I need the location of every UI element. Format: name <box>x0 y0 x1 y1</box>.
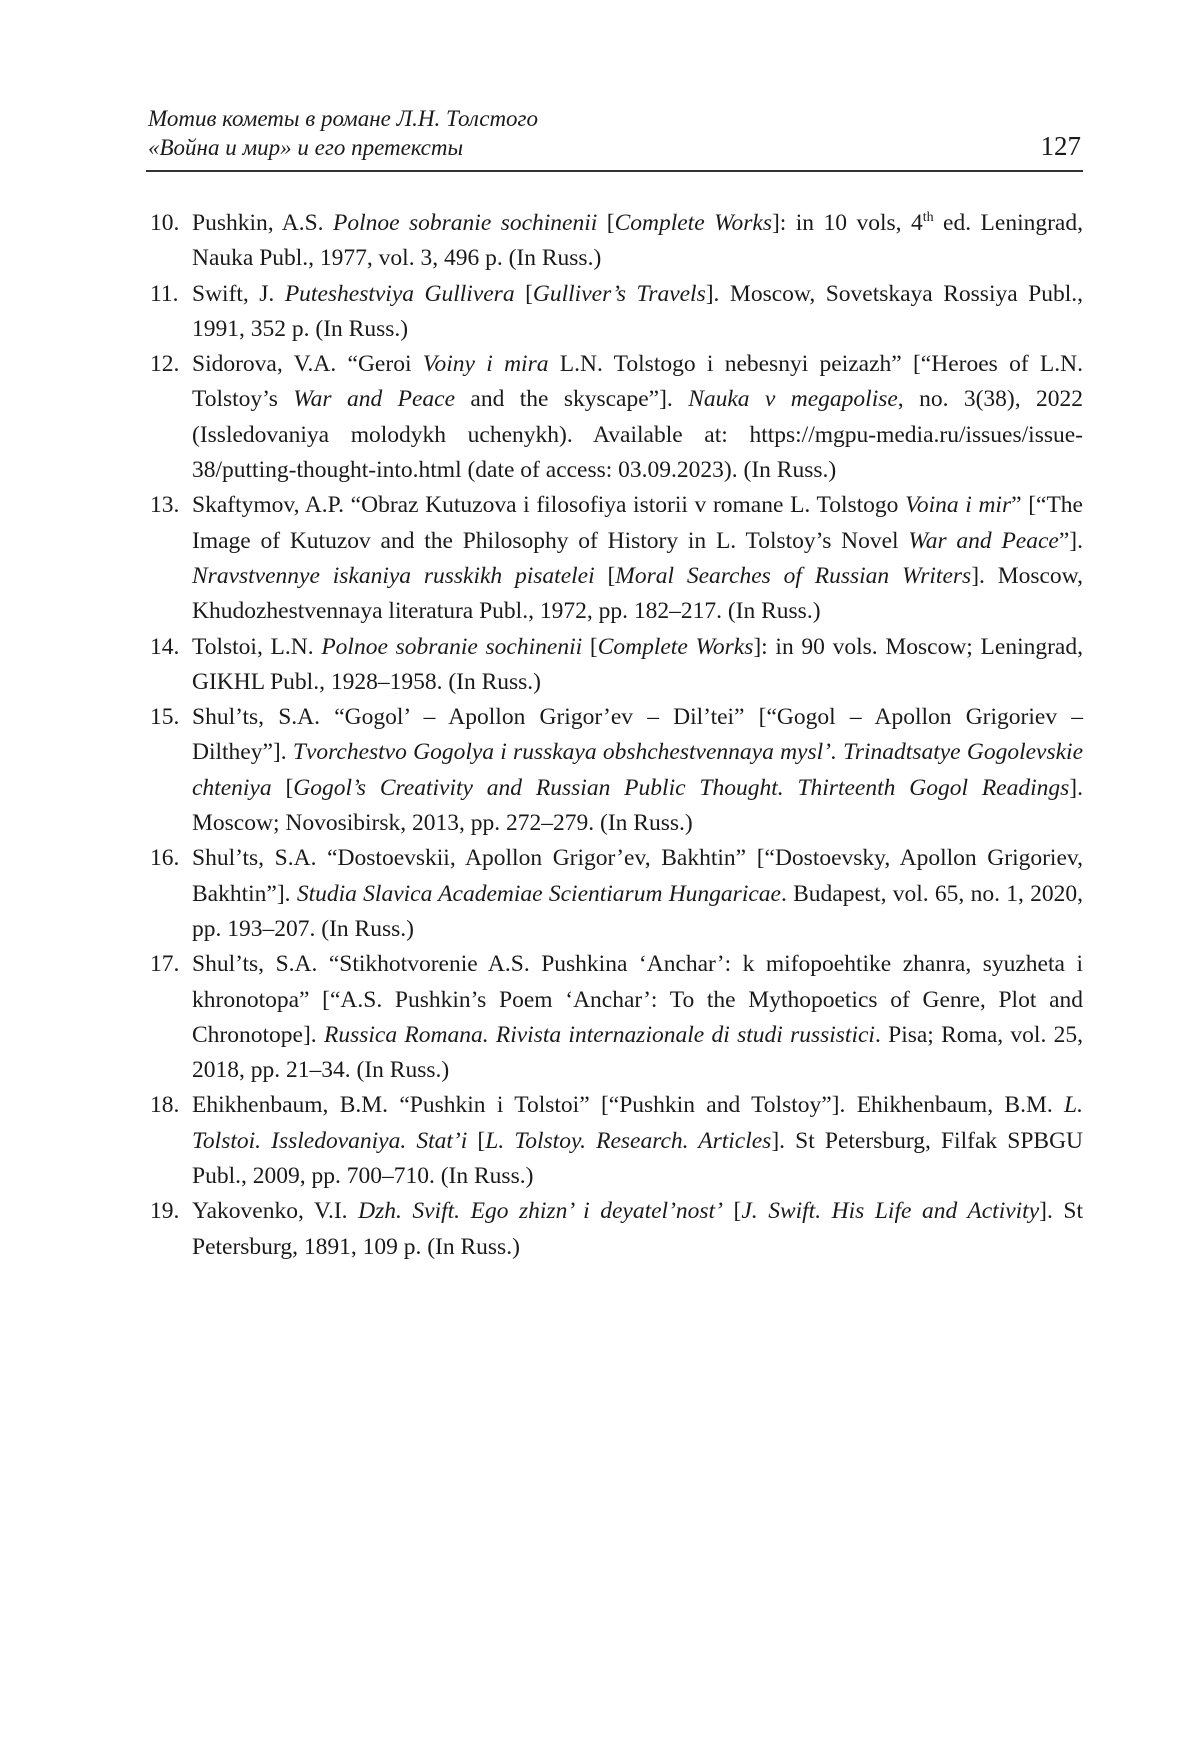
reference-number: 10. <box>150 210 180 236</box>
reference-number: 18. <box>150 1092 180 1119</box>
reference-item <box>146 1088 1083 1194</box>
reference-number: 14. <box>150 633 180 660</box>
reference-item <box>146 700 1083 841</box>
reference-italic-title: Polnoe sobranie sochinenii <box>333 210 598 236</box>
reference-segment: Shul’ts, S.A. “Gogol’ – Apollon Grigor’ev – Dil’tei” [“Gogol – Apollon Grigoriev – Dilthey”]. <box>192 704 1083 766</box>
reference-segment: [ <box>597 210 615 236</box>
reference-item <box>146 947 1083 1088</box>
reference-segment: Swift, J. <box>192 280 285 307</box>
reference-item <box>146 206 1083 277</box>
reference-italic-title: Moral Searches of Russian Writers <box>615 562 972 589</box>
reference-segment: Yakovenko, V.I. <box>192 1198 359 1225</box>
reference-text <box>192 1092 1083 1189</box>
running-title-line-2: «Война и мир» и его претексты <box>148 135 464 160</box>
reference-italic-title: L. Tolstoi. Issledovaniya. Stat’i <box>192 1092 1083 1154</box>
reference-text <box>192 1198 1083 1259</box>
reference-italic-title: Complete Works <box>597 633 754 660</box>
reference-italic-title: Nauka v megapolise <box>688 386 898 413</box>
reference-segment: ]. Moscow; Novosibirsk, 2013, pp. 272–279. (In Russ.) <box>192 774 1083 837</box>
reference-item <box>146 841 1083 947</box>
reference-segment: [ <box>582 633 598 660</box>
reference-text <box>192 704 1083 836</box>
reference-segment: L.N. Tolstogo i nebesnyi peizazh” [“Heroes of L.N. Tolstoy’s <box>192 351 1084 413</box>
reference-segment: . Pisa; Roma, vol. 25, 2018, pp. 21–34. (In Russ.) <box>192 1021 1084 1084</box>
running-header <box>146 104 1083 172</box>
reference-item <box>146 630 1083 701</box>
reference-segment: Pushkin, A.S. <box>192 210 333 236</box>
reference-number: 19. <box>150 1198 180 1225</box>
reference-segment: ” [“The Image of Kutuzov and the Philosophy of History in L. Tolstoy’s Novel <box>192 492 1083 554</box>
reference-italic-title: Complete Works <box>614 210 772 236</box>
reference-segment: Tolstoi, L.N. <box>192 633 322 660</box>
reference-italic-title: Gulliver’s Travels <box>532 280 706 307</box>
reference-segment: . Budapest, vol. 65, no. 1, 2020, pp. 193–207. (In Russ.) <box>192 880 1083 942</box>
reference-italic-title: War and Peace <box>293 386 455 413</box>
reference-segment: [ <box>722 1198 742 1225</box>
reference-text <box>192 351 1083 483</box>
reference-segment: ]. St Petersburg, 1891, 109 p. (In Russ.) <box>192 1198 1084 1260</box>
running-title-line-1: Мотив кометы в романе Л.Н. Толстого <box>148 106 539 131</box>
reference-segment: Sidorova, V.A. “Geroi <box>192 351 423 378</box>
reference-number: 11. <box>150 280 179 307</box>
reference-text <box>192 634 1083 695</box>
reference-segment: [ <box>594 562 616 589</box>
reference-text <box>192 951 1083 1083</box>
reference-italic-title: Polnoe sobranie sochinenii <box>321 633 583 660</box>
reference-italic-title: War and Peace <box>908 527 1059 554</box>
reference-text <box>192 210 1083 271</box>
reference-number: 16. <box>150 845 180 872</box>
reference-segment: [ <box>467 1127 486 1154</box>
reference-segment: ]. St Petersburg, Filfak SPBGU Publ., 2009, pp. 700–710. (In Russ.) <box>192 1127 1084 1190</box>
reference-text <box>192 492 1083 624</box>
running-title <box>148 104 538 162</box>
reference-italic-title: Puteshestviya Gullivera <box>284 280 515 307</box>
reference-italic-title: Voiny i mira <box>422 351 549 378</box>
reference-item <box>146 1194 1083 1265</box>
page-number: 127 <box>1040 131 1081 161</box>
reference-list <box>146 206 1083 1265</box>
reference-text <box>192 845 1083 942</box>
reference-segment: Shul’ts, S.A. “Stikhotvorenie A.S. Pushkina ‘Anchar’: k mifopoehtike zhanra, syuzheta i khronotopa” [“A.S. Pushkin’s Poem ‘Anchar’: To the Mythopoetics of Genre, Plot and Chronotope]. <box>192 951 1083 1048</box>
reference-italic-title: Voina i mir <box>905 492 1012 519</box>
reference-item <box>146 277 1083 348</box>
reference-superscript: th <box>922 210 934 225</box>
reference-segment: [ <box>271 774 294 801</box>
reference-italic-title: Nravstvennye iskaniya russkikh pisatelei <box>192 562 595 589</box>
reference-text <box>192 281 1083 342</box>
reference-segment: ed. Leningrad, Nauka Publ., 1977, vol. 3, 496 p. (In Russ.) <box>192 210 1083 272</box>
reference-italic-title: J. Swift. His Life and Activity <box>741 1198 1040 1225</box>
reference-number: 13. <box>150 492 180 519</box>
reference-segment: Skaftymov, A.P. “Obraz Kutuzova i filosofiya istorii v romane L. Tolstogo <box>192 492 906 519</box>
reference-italic-title: Russica Romana. Rivista internazionale di studi russistici <box>323 1021 875 1048</box>
reference-segment: Ehikhenbaum, B.M. “Pushkin i Tolstoi” [“Pushkin and Tolstoy”]. Ehikhenbaum, B.M. <box>192 1092 1065 1119</box>
reference-italic-title: Dzh. Svift. Ego zhizn’ i deyatel’nost’ <box>358 1198 723 1225</box>
reference-segment: ”]. <box>1058 527 1083 554</box>
reference-segment: ]: in 10 vols, 4 <box>771 210 923 236</box>
reference-item <box>146 347 1083 488</box>
reference-segment: Shul’ts, S.A. “Dostoevskii, Apollon Grigor’ev, Bakhtin” [“Dostoevsky, Apollon Grigoriev, Bakhtin”]. <box>192 845 1083 907</box>
reference-italic-title: Tvorchestvo Gogolya i russkaya obshchestvennaya mysl’. Trinadtsatye Gogolevskie chteniya <box>192 739 1083 801</box>
reference-number: 12. <box>150 351 180 378</box>
reference-segment: and the skyscape”]. <box>455 386 689 413</box>
reference-segment: [ <box>514 280 533 307</box>
reference-item <box>146 488 1083 629</box>
reference-italic-title: L. Tolstoy. Research. Articles <box>485 1127 772 1154</box>
reference-italic-title: Studia Slavica Academiae Scientiarum Hungaricae <box>296 880 781 907</box>
reference-segment: ]: in 90 vols. Moscow; Leningrad, GIKHL Publ., 1928–1958. (In Russ.) <box>192 633 1083 695</box>
reference-number: 15. <box>150 704 180 731</box>
reference-segment: ]. Moscow, Sovetskaya Rossiya Publ., 1991, 352 p. (In Russ.) <box>192 280 1083 342</box>
reference-segment: , no. 3(38), 2022 (Issledovaniya molodykh uchenykh). Available at: https://mgpu-media.ru/issues/issue-38/putting-thought-into.html (date of access: 03.09.2023). (In Russ.) <box>192 386 1084 484</box>
reference-segment: ]. Moscow, Khudozhestvennaya literatura Publ., 1972, pp. 182–217. (In Russ.) <box>192 562 1083 625</box>
reference-italic-title: Gogol’s Creativity and Russian Public Thought. Thirteenth Gogol Readings <box>293 774 1070 801</box>
reference-number: 17. <box>150 951 180 978</box>
